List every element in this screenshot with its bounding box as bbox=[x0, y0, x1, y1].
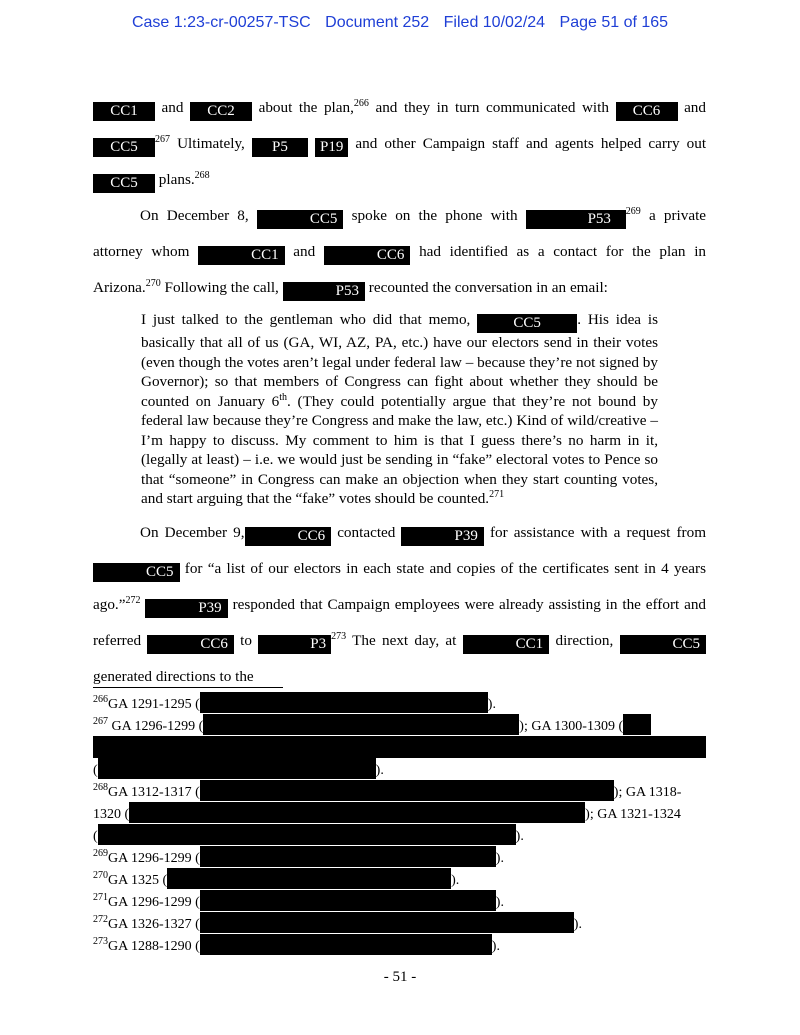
footnote-text: GA 1296-1299 ( bbox=[111, 719, 204, 734]
footnote-text: ); GA 1300-1309 ( bbox=[519, 719, 624, 734]
footnote-text: ). bbox=[451, 873, 460, 888]
redaction-cc5: CC5 bbox=[257, 210, 344, 229]
redaction-cc5: CC5 bbox=[93, 563, 180, 582]
footnote-272 bbox=[93, 912, 706, 934]
redaction-bar bbox=[200, 890, 496, 911]
redaction-bar bbox=[167, 868, 451, 889]
footnote-divider bbox=[93, 687, 283, 688]
text: for assistance with a request from bbox=[489, 523, 707, 541]
text: plans. bbox=[158, 171, 195, 188]
footnote-number: 267 bbox=[93, 716, 108, 727]
footnote-number: 272 bbox=[93, 914, 108, 925]
redaction-cc5: CC5 bbox=[477, 314, 577, 333]
redaction-p53: P53 bbox=[526, 210, 626, 229]
text: to bbox=[240, 631, 252, 649]
footnote-number: 269 bbox=[93, 848, 108, 859]
text: and bbox=[293, 243, 316, 260]
redaction-cc6: CC6 bbox=[616, 102, 678, 121]
paragraph-2 bbox=[93, 198, 706, 306]
footnote-ref[interactable]: 269 bbox=[625, 206, 641, 217]
redaction-cc5: CC5 bbox=[620, 635, 707, 654]
redaction-p39: P39 bbox=[145, 599, 227, 618]
footnote-text: ); GA 1321-1324 bbox=[585, 807, 681, 822]
redaction-cc5: CC5 bbox=[93, 138, 155, 157]
footnote-ref[interactable]: 267 bbox=[155, 134, 170, 145]
document-number: Document 252 bbox=[325, 14, 430, 31]
superscript: th bbox=[279, 391, 288, 403]
redaction-cc1: CC1 bbox=[463, 635, 550, 654]
redaction-p39: P39 bbox=[401, 527, 483, 546]
footnote-267 bbox=[93, 714, 706, 736]
case-header bbox=[0, 14, 800, 32]
footnote-number: 266 bbox=[93, 694, 108, 705]
footnote-text: ). bbox=[375, 763, 384, 778]
text: Following the call, bbox=[164, 279, 279, 296]
footnote-number: 271 bbox=[93, 892, 108, 903]
redaction-bar bbox=[203, 714, 519, 735]
text: about the plan, bbox=[258, 99, 354, 116]
footnote-ref[interactable]: 272 bbox=[125, 594, 141, 606]
footnote-266 bbox=[93, 692, 706, 714]
text: . (They could potentially argue that they’re not bound by federal law because they’re Congress and make the law, etc.) Kind of wild/creative – I’m happy to discuss. My comment to him is that I guess there’s no harm in it, (legally at least) – i.e. we would just be sending in “fake” electoral votes to Pence so that “someone” in Congress can make an objection when they start counting votes, and start arguing that the “fake” votes should be counted. bbox=[141, 392, 658, 507]
text: . His idea is basically that all of us (GA, WI, AZ, PA, etc.) have our electors send in their votes (even though the votes aren’t legal under federal law – because they’re not signed by Governor); so that members of Congress can fight about whether they should be counted on January 6 bbox=[141, 311, 659, 410]
body-text bbox=[93, 90, 706, 695]
text: direction, bbox=[555, 631, 614, 649]
redaction-cc2: CC2 bbox=[190, 102, 252, 121]
footnote-267-cont bbox=[93, 758, 706, 780]
text: and they in turn communicated with bbox=[375, 99, 609, 116]
paragraph-3 bbox=[93, 515, 706, 695]
footnote-text: GA 1325 ( bbox=[108, 873, 168, 888]
filed-date: Filed 10/02/24 bbox=[443, 14, 546, 31]
footnote-number: 270 bbox=[93, 870, 108, 881]
footnote-text: ). bbox=[495, 851, 504, 866]
redaction-bar bbox=[623, 714, 651, 735]
footnote-ref[interactable]: 271 bbox=[489, 489, 505, 500]
footnote-ref[interactable]: 270 bbox=[145, 278, 161, 289]
case-number: Case 1:23-cr-00257-TSC bbox=[131, 14, 311, 31]
text: I just talked to the gentleman who did that memo, bbox=[141, 311, 471, 328]
text: and bbox=[161, 99, 184, 116]
text: and other Campaign staff and agents helped carry out bbox=[355, 135, 707, 152]
footnote-268 bbox=[93, 780, 706, 824]
redaction-p3: P3 bbox=[258, 635, 331, 654]
redaction-bar bbox=[200, 912, 574, 933]
redaction-bar bbox=[200, 780, 614, 801]
footnote-271 bbox=[93, 890, 706, 912]
redaction-p19: P19 bbox=[315, 138, 348, 157]
email-quote bbox=[141, 310, 658, 509]
footnote-268-cont bbox=[93, 824, 706, 846]
text: responded that Campaign employees were already assisting in the effort and referred bbox=[93, 595, 707, 649]
redaction-p53: P53 bbox=[283, 282, 365, 301]
footnote-text: ( bbox=[93, 763, 98, 778]
footnotes bbox=[93, 692, 706, 956]
redaction-cc5: CC5 bbox=[93, 174, 155, 193]
redaction-bar bbox=[200, 934, 492, 955]
footnote-ref[interactable]: 273 bbox=[331, 630, 347, 642]
footnote-text: ). bbox=[487, 697, 496, 712]
footnote-270 bbox=[93, 868, 706, 890]
footnote-text: ). bbox=[515, 829, 524, 844]
redaction-bar bbox=[129, 802, 585, 823]
footnote-text: ). bbox=[491, 939, 500, 954]
footnote-273 bbox=[93, 934, 706, 956]
redaction-bar bbox=[200, 846, 496, 867]
redaction-bar bbox=[98, 824, 516, 845]
footnote-text: ). bbox=[495, 895, 504, 910]
footnote-ref[interactable]: 268 bbox=[194, 170, 210, 181]
text: generated directions to the bbox=[93, 667, 254, 685]
text: and bbox=[684, 99, 706, 116]
redaction-bar bbox=[98, 758, 376, 779]
paragraph-1 bbox=[93, 90, 706, 198]
redaction-p5: P5 bbox=[252, 138, 308, 157]
text: a private attorney whom bbox=[93, 207, 707, 260]
footnote-text: GA 1296-1299 ( bbox=[108, 895, 200, 910]
footnote-number: 268 bbox=[93, 782, 108, 793]
footnote-text: GA 1326-1327 ( bbox=[108, 917, 200, 932]
redaction-bar bbox=[200, 692, 488, 713]
footnote-269 bbox=[93, 846, 706, 868]
footnote-text: ); GA 1318-1320 ( bbox=[93, 785, 682, 822]
text: had identified as a contact for the plan in Arizona. bbox=[93, 243, 707, 296]
footnote-number: 273 bbox=[93, 936, 108, 947]
text: contacted bbox=[337, 523, 396, 541]
redaction-cc1: CC1 bbox=[198, 246, 285, 265]
redaction-cc6: CC6 bbox=[245, 527, 332, 546]
redaction-cc1: CC1 bbox=[93, 102, 155, 121]
text: The next day, at bbox=[352, 631, 457, 649]
text: spoke on the phone with bbox=[351, 207, 518, 224]
text: On December 9, bbox=[140, 523, 245, 541]
footnote-text: GA 1291-1295 ( bbox=[108, 697, 200, 712]
footnote-text: GA 1312-1317 ( bbox=[108, 785, 200, 800]
redaction-cc6: CC6 bbox=[324, 246, 411, 265]
text: Ultimately, bbox=[177, 135, 245, 152]
text: recounted the conversation in an email: bbox=[368, 279, 608, 296]
footnote-text: GA 1288-1290 ( bbox=[108, 939, 200, 954]
redaction-cc6: CC6 bbox=[147, 635, 234, 654]
text: On December 8, bbox=[140, 207, 249, 224]
footnote-text: ). bbox=[573, 917, 582, 932]
redaction-bar bbox=[93, 736, 706, 758]
page-number: - 51 - bbox=[383, 969, 417, 985]
footnote-text: GA 1296-1299 ( bbox=[108, 851, 200, 866]
footnote-text: ( bbox=[93, 829, 98, 844]
page-count: Page 51 of 165 bbox=[559, 14, 669, 31]
text: for “a list of our electors in each state and copies of the certificates sent in 4 years ago.” bbox=[93, 559, 706, 613]
footnote-ref[interactable]: 266 bbox=[353, 98, 369, 109]
